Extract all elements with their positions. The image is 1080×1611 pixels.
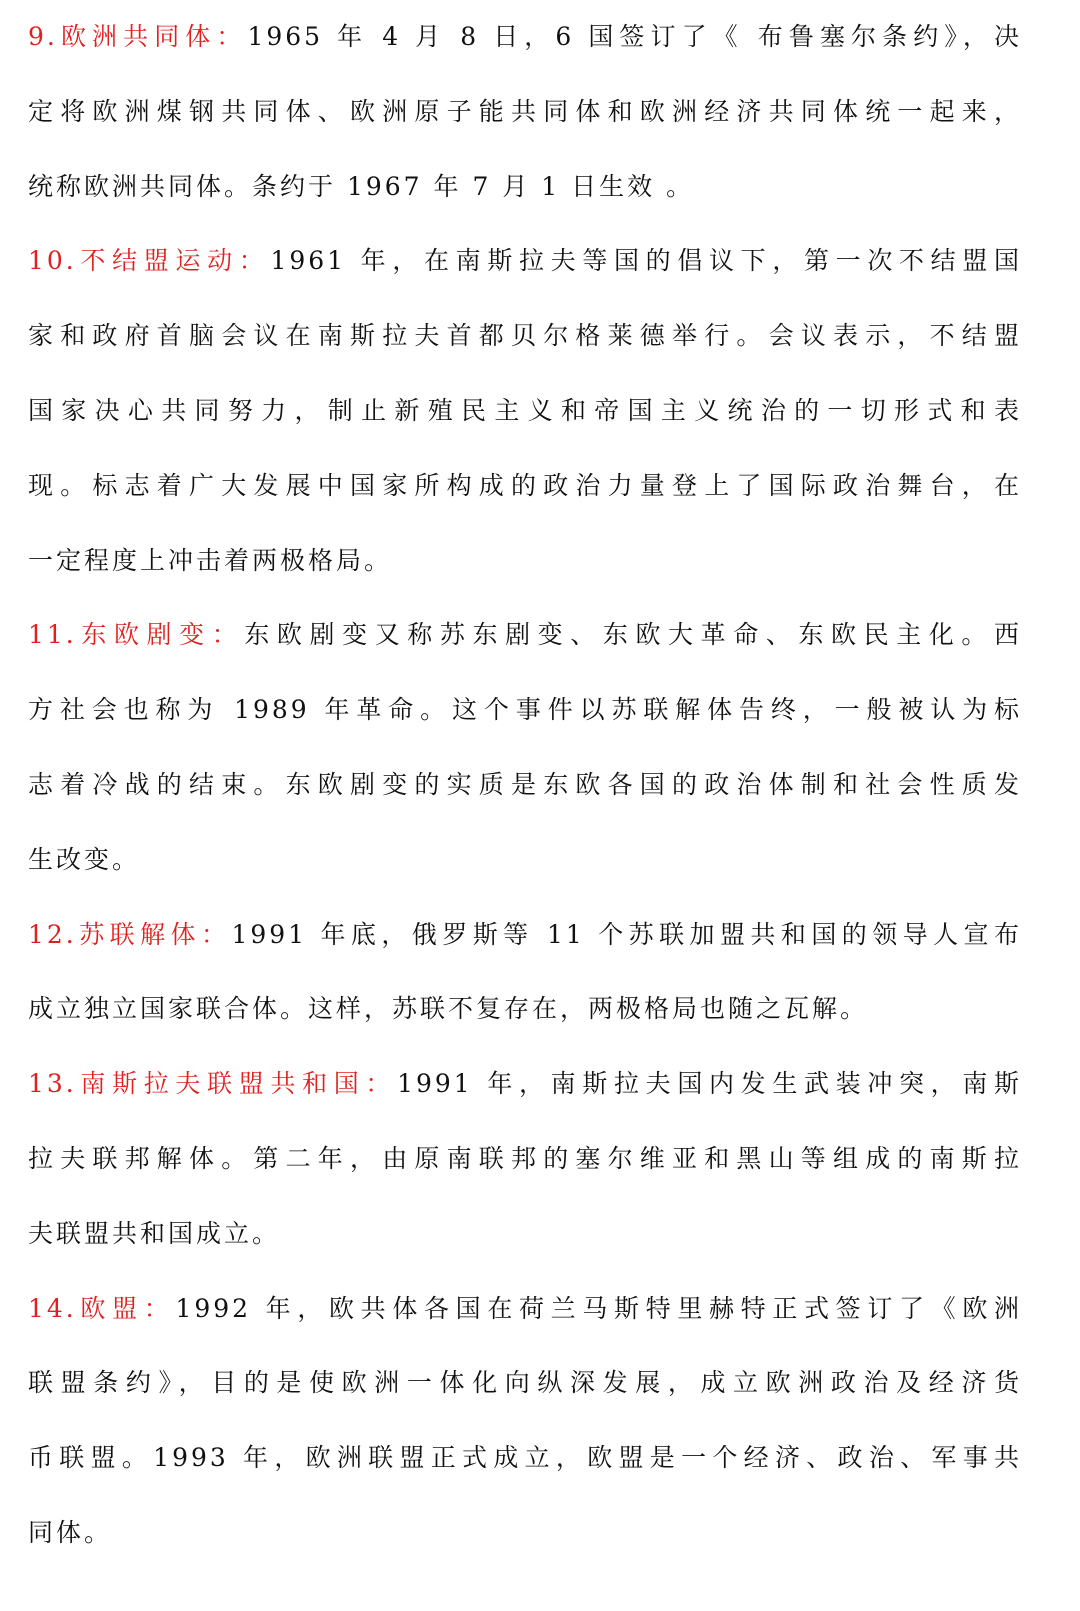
entry-line: 家和政府首脑会议在南斯拉夫首都贝尔格莱德举行。会议表示，不结盟 <box>28 321 1022 351</box>
entry-line <box>28 598 1022 673</box>
entry-text: 1992 年，欧共体各国在荷兰马斯特里赫特正式签订了《欧洲 <box>175 1293 1022 1323</box>
entry-federal-republic-yugoslavia <box>28 1047 1022 1271</box>
entry-line: 生改变。 <box>28 844 141 874</box>
entry-text: 东欧剧变又称苏东剧变、东欧大革命、东欧民主化。西 <box>244 620 1022 650</box>
entry-line <box>28 0 1022 75</box>
entry-eastern-europe-upheaval <box>28 598 1022 897</box>
entry-line: 统称欧洲共同体。条约于 1967 年 7 月 1 日生效 。 <box>28 171 695 201</box>
entry-line: 一定程度上冲击着两极格局。 <box>28 545 393 575</box>
entry-line <box>28 1272 1022 1347</box>
entry-european-community <box>28 0 1022 224</box>
entry-term: 13.南斯拉夫联盟共和国： <box>28 1069 398 1099</box>
entry-line: 币联盟。1993 年，欧洲联盟正式成立，欧盟是一个经济、政治、军事共 <box>28 1443 1022 1473</box>
entry-line: 夫联盟共和国成立。 <box>28 1218 281 1248</box>
entry-term: 9.欧洲共同体： <box>28 22 248 51</box>
entry-line: 定将欧洲煤钢共同体、欧洲原子能共同体和欧洲经济共同体统一起来， <box>28 96 1022 126</box>
entry-line: 志着冷战的结束。东欧剧变的实质是东欧各国的政治体制和社会性质发 <box>28 769 1022 799</box>
entry-european-union <box>28 1272 1022 1571</box>
entry-line <box>28 898 1022 973</box>
entry-text: 1961 年，在南斯拉夫等国的倡议下，第一次不结盟国 <box>270 246 1022 276</box>
entry-line: 联盟条约》，目的是使欧洲一体化向纵深发展，成立欧洲政治及经济货 <box>28 1368 1022 1398</box>
entry-line: 国家决心共同努力，制止新殖民主义和帝国主义统治的一切形式和表 <box>28 395 1022 425</box>
entry-soviet-dissolution <box>28 898 1022 1048</box>
entry-text: 1991 年底，俄罗斯等 11 个苏联加盟共和国的领导人宣布 <box>231 919 1022 949</box>
entry-line <box>28 224 1022 299</box>
entry-term: 14.欧盟： <box>28 1293 176 1323</box>
entry-line: 成立独立国家联合体。这样，苏联不复存在，两极格局也随之瓦解。 <box>28 994 869 1024</box>
entry-non-aligned-movement <box>28 224 1022 598</box>
entry-term: 12.苏联解体： <box>28 919 232 949</box>
entry-line: 现。标志着广大发展中国家所构成的政治力量登上了国际政治舞台，在 <box>28 470 1022 500</box>
entry-line: 拉夫联邦解体。第二年，由原南联邦的塞尔维亚和黑山等组成的南斯拉 <box>28 1143 1022 1173</box>
entry-line: 同体。 <box>28 1517 113 1547</box>
entry-line: 方社会也称为 1989 年革命。这个事件以苏联解体告终，一般被认为标 <box>28 695 1022 725</box>
entry-text: 1991 年，南斯拉夫国内发生武装冲突，南斯 <box>397 1069 1022 1099</box>
entry-text: 1965 年 4 月 8 日，6 国签订了《 布鲁塞尔条约》，决 <box>247 22 1022 51</box>
entry-line <box>28 1047 1022 1122</box>
entry-term: 11.东欧剧变： <box>28 620 245 650</box>
entry-term: 10.不结盟运动： <box>28 246 271 276</box>
